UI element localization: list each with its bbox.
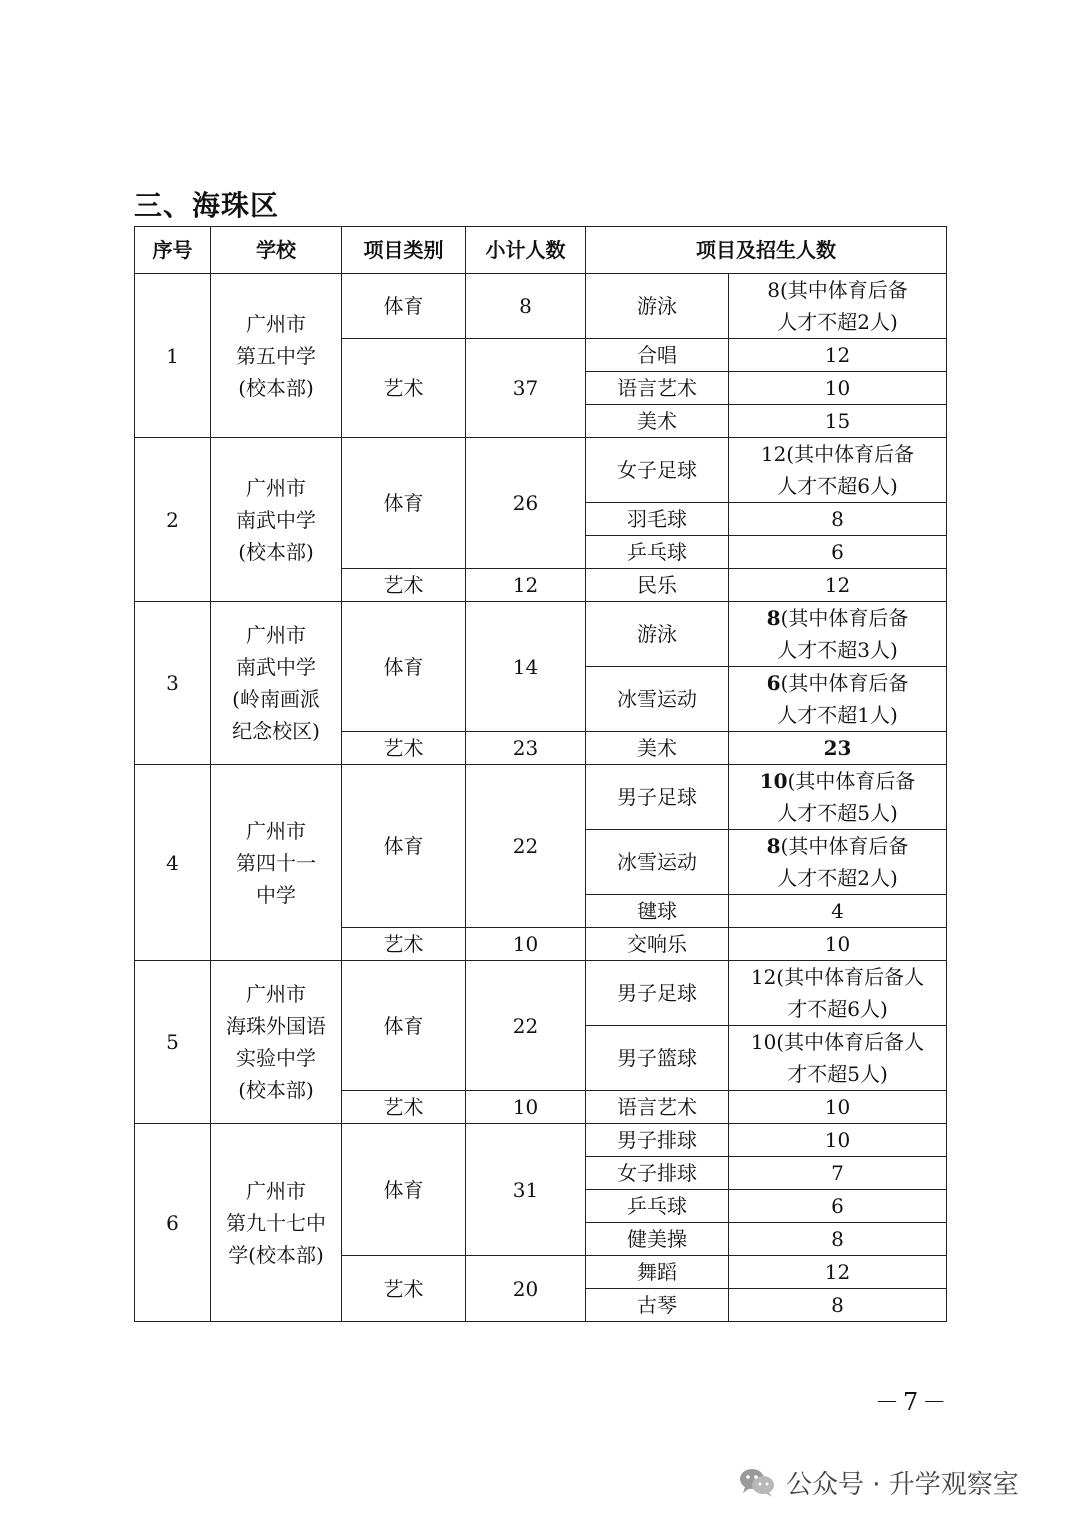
item: 女子足球 xyxy=(586,438,729,503)
item: 羽毛球 xyxy=(586,503,729,536)
subtotal: 8 xyxy=(466,274,586,339)
subtotal: 20 xyxy=(466,1256,586,1322)
quota: 15 xyxy=(729,405,947,438)
quota: 6 xyxy=(729,536,947,569)
subtotal: 31 xyxy=(466,1124,586,1256)
quota: 6(其中体育后备 人才不超1人) xyxy=(729,667,947,732)
header-items: 项目及招生人数 xyxy=(586,227,947,274)
subtotal: 23 xyxy=(466,732,586,765)
row-number: 1 xyxy=(135,274,211,438)
category: 体育 xyxy=(342,274,466,339)
category: 体育 xyxy=(342,765,466,928)
item: 乒乓球 xyxy=(586,1190,729,1223)
row-number: 6 xyxy=(135,1124,211,1322)
item: 游泳 xyxy=(586,274,729,339)
quota: 8 xyxy=(729,1289,947,1322)
page-number: －7－ xyxy=(875,1388,951,1416)
quota: 6 xyxy=(729,1190,947,1223)
school-name: 广州市 第五中学 (校本部) xyxy=(211,274,342,438)
row-number: 2 xyxy=(135,438,211,602)
item: 游泳 xyxy=(586,602,729,667)
enrollment-table xyxy=(134,226,947,1322)
table-row xyxy=(135,438,947,503)
row-number: 5 xyxy=(135,961,211,1124)
quota: 8(其中体育后备 人才不超3人) xyxy=(729,602,947,667)
category: 艺术 xyxy=(342,928,466,961)
wechat-icon xyxy=(738,1466,776,1498)
row-number: 4 xyxy=(135,765,211,961)
watermark xyxy=(738,1462,1019,1502)
item: 毽球 xyxy=(586,895,729,928)
quota: 10 xyxy=(729,1124,947,1157)
quota: 23 xyxy=(729,732,947,765)
item: 男子篮球 xyxy=(586,1026,729,1091)
section-title: 三、海珠区 xyxy=(134,189,280,222)
school-name: 广州市 第四十一 中学 xyxy=(211,765,342,961)
category: 体育 xyxy=(342,1124,466,1256)
item: 美术 xyxy=(586,405,729,438)
table-row xyxy=(135,274,947,339)
item: 舞蹈 xyxy=(586,1256,729,1289)
quota: 7 xyxy=(729,1157,947,1190)
quota: 10 xyxy=(729,928,947,961)
category: 艺术 xyxy=(342,1091,466,1124)
item: 语言艺术 xyxy=(586,1091,729,1124)
category: 体育 xyxy=(342,961,466,1091)
item: 健美操 xyxy=(586,1223,729,1256)
item: 合唱 xyxy=(586,339,729,372)
item: 交响乐 xyxy=(586,928,729,961)
item: 冰雪运动 xyxy=(586,830,729,895)
item: 男子足球 xyxy=(586,765,729,830)
subtotal: 10 xyxy=(466,928,586,961)
category: 艺术 xyxy=(342,1256,466,1322)
row-number: 3 xyxy=(135,602,211,765)
header-category: 项目类别 xyxy=(342,227,466,274)
quota: 8 xyxy=(729,503,947,536)
quota: 12 xyxy=(729,569,947,602)
category: 艺术 xyxy=(342,569,466,602)
item: 冰雪运动 xyxy=(586,667,729,732)
quota: 8 xyxy=(729,1223,947,1256)
quota: 12 xyxy=(729,339,947,372)
quota: 4 xyxy=(729,895,947,928)
table-row xyxy=(135,1124,947,1157)
quota: 10 xyxy=(729,372,947,405)
item: 男子排球 xyxy=(586,1124,729,1157)
category: 体育 xyxy=(342,438,466,569)
item: 美术 xyxy=(586,732,729,765)
school-name: 广州市 海珠外国语 实验中学 (校本部) xyxy=(211,961,342,1124)
header-school: 学校 xyxy=(211,227,342,274)
header-subtotal: 小计人数 xyxy=(466,227,586,274)
subtotal: 26 xyxy=(466,438,586,569)
subtotal: 12 xyxy=(466,569,586,602)
school-name: 广州市 第九十七中 学(校本部) xyxy=(211,1124,342,1322)
quota: 12(其中体育后备人 才不超6人) xyxy=(729,961,947,1026)
category: 体育 xyxy=(342,602,466,732)
item: 女子排球 xyxy=(586,1157,729,1190)
item: 男子足球 xyxy=(586,961,729,1026)
table-row xyxy=(135,961,947,1026)
item: 乒乓球 xyxy=(586,536,729,569)
subtotal: 22 xyxy=(466,961,586,1091)
subtotal: 22 xyxy=(466,765,586,928)
quota: 10(其中体育后备人 才不超5人) xyxy=(729,1026,947,1091)
subtotal: 37 xyxy=(466,339,586,438)
item: 民乐 xyxy=(586,569,729,602)
subtotal: 14 xyxy=(466,602,586,732)
item: 语言艺术 xyxy=(586,372,729,405)
table-row xyxy=(135,602,947,667)
header-no: 序号 xyxy=(135,227,211,274)
quota: 10(其中体育后备 人才不超5人) xyxy=(729,765,947,830)
category: 艺术 xyxy=(342,339,466,438)
quota: 8(其中体育后备 人才不超2人) xyxy=(729,274,947,339)
quota: 12 xyxy=(729,1256,947,1289)
table-header-row xyxy=(135,227,947,274)
quota: 12(其中体育后备 人才不超6人) xyxy=(729,438,947,503)
school-name: 广州市 南武中学 (校本部) xyxy=(211,438,342,602)
school-name: 广州市 南武中学 (岭南画派 纪念校区) xyxy=(211,602,342,765)
item: 古琴 xyxy=(586,1289,729,1322)
table-row xyxy=(135,765,947,830)
subtotal: 10 xyxy=(466,1091,586,1124)
watermark-text: 公众号 · 升学观察室 xyxy=(786,1469,1019,1500)
quota: 10 xyxy=(729,1091,947,1124)
category: 艺术 xyxy=(342,732,466,765)
quota: 8(其中体育后备 人才不超2人) xyxy=(729,830,947,895)
